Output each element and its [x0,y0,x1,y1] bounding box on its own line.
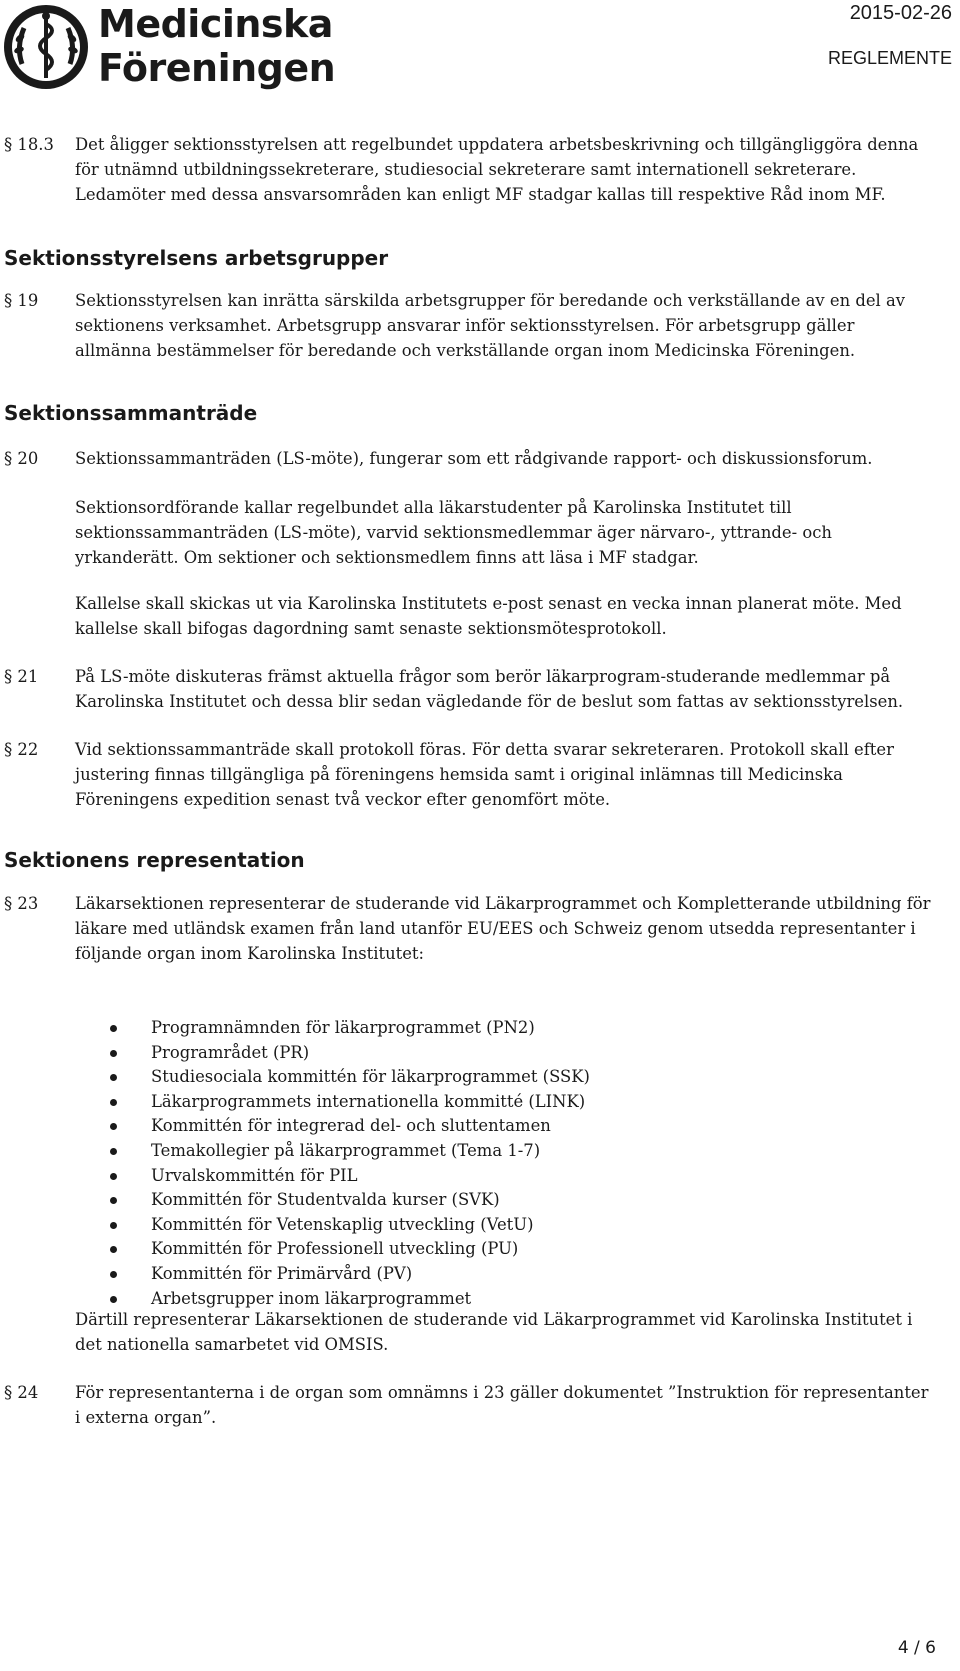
list-item [110,1065,590,1090]
heading-representation: Sektionens representation [4,848,305,872]
document-date: 2015-02-26 [849,2,952,24]
list-item-text: Programnämnden för läkarprogrammet (PN2) [151,1018,535,1037]
section-number-23: § 23 [4,894,39,913]
list-item-text: Programrådet (PR) [151,1042,310,1062]
medicinska-foreningen-logo [0,0,336,95]
representation-organ-list [110,1016,590,1311]
list-item-text: Urvalskommittén för PIL [151,1165,358,1185]
list-item-text: Kommittén för integrerad del- och sluttentamen [151,1116,551,1136]
logo-wordmark [98,2,335,90]
bullet-icon [110,1173,117,1180]
list-item [110,1090,590,1115]
list-item-text: Studiesociala kommittén för läkarprogrammet (SSK) [151,1067,590,1087]
list-item-text: Kommittén för Studentvalda kurser (SVK) [151,1190,500,1210]
section-number-18-3: § 18.3 [4,135,54,154]
list-item [110,1164,590,1189]
paragraph-19: Sektionsstyrelsen kan inrätta särskilda arbetsgrupper för beredande och verkställande av en del av sektionens verksamhet. Arbetsgrupp ansvarar inför sektionsstyrelsen. För arbetsgrupp gäller allmänna bestämmelser för beredande och verkställande organ inom Medicinska Föreningen. [75,291,906,360]
bullet-icon [110,1099,117,1106]
list-item-text: Kommittén för Professionell utveckling (PU) [151,1239,519,1259]
section-number-24: § 24 [4,1383,39,1402]
caduceus-laurel-icon [2,2,90,92]
paragraph-22: Vid sektionssammanträde skall protokoll föras. För detta svarar sekreteraren. Protokoll skall efter justering finnas tillgängliga på föreningens hemsida samt i original inlämnas till Medicinska Föreningens expedition senast två veckor efter genomfört möte. [75,740,894,809]
bullet-icon [110,1222,117,1229]
list-item [110,1139,590,1164]
logo-line-1: Medicinska [98,2,333,46]
list-item [110,1188,590,1213]
paragraph-18-3: Det åligger sektionsstyrelsen att regelbundet uppdatera arbetsbeskrivning och tillgängliggöra denna för utnämnd utbildningssekreterare, studiesocial sekreterare samt internationell sekreterare. Ledamöter med dessa ansvarsområden kan enligt MF stadgar kallas till respektive Råd inom MF. [75,135,919,204]
section-number-22: § 22 [4,740,39,759]
bullet-icon [110,1296,117,1303]
logo-line-2: Föreningen [98,46,336,90]
list-item-text: Arbetsgrupper inom läkarprogrammet [151,1288,472,1308]
list-item [110,1262,590,1287]
list-item-text: Temakollegier på läkarprogrammet (Tema 1-7) [151,1140,541,1160]
section-number-20: § 20 [4,449,39,468]
list-item [110,1213,590,1238]
list-item [110,1016,590,1041]
page-number: 4 / 6 [897,1638,936,1658]
list-item [110,1237,590,1262]
bullet-icon [110,1050,117,1057]
paragraph-21: På LS-möte diskuteras främst aktuella frågor som berör läkarprogram-studerande medlemmar på Karolinska Institutet och dessa blir sedan vägledande för de beslut som fattas av sektionsstyrelsen. [75,667,904,711]
list-item-text: Läkarprogrammets internationella kommitté (LINK) [151,1091,586,1111]
section-number-19: § 19 [4,291,39,310]
paragraph-24: För representanterna i de organ som omnämns i 23 gäller dokumentet ”Instruktion för representanter i externa organ”. [75,1383,929,1427]
heading-sammantrade: Sektionssammanträde [4,401,258,425]
paragraph-20-c: Kallelse skall skickas ut via Karolinska Institutets e-post senast en vecka innan planerat möte. Med kallelse skall bifogas dagordning samt senaste sektionsmötesprotokoll. [75,594,902,638]
bullet-icon [110,1148,117,1155]
bullet-icon [110,1074,117,1081]
paragraph-23-after: Därtill representerar Läkarsektionen de studerande vid Läkarprogrammet vid Karolinska Institutet i det nationella samarbetet vid OMSIS. [75,1310,913,1354]
document-type: REGLEMENTE [827,48,952,68]
list-item-text: Kommittén för Primärvård (PV) [151,1263,413,1283]
section-number-21: § 21 [4,667,39,686]
list-item [110,1041,590,1066]
bullet-icon [110,1197,117,1204]
bullet-icon [110,1025,117,1032]
paragraph-20-b: Sektionsordförande kallar regelbundet alla läkarstudenter på Karolinska Institutet till sektionssammanträden (LS-möte), varvid sektionsmedlemmar äger närvaro-, yttrande- och yrkanderätt. Om sektioner och sektionsmedlem finns att läsa i MF stadgar. [75,498,832,567]
bullet-icon [110,1246,117,1253]
bullet-icon [110,1271,117,1278]
paragraph-20-a: Sektionssammanträden (LS-möte), fungerar som ett rådgivande rapport- och diskussionsforum. [75,449,873,468]
heading-arbetsgrupper: Sektionsstyrelsens arbetsgrupper [4,246,389,270]
paragraph-23: Läkarsektionen representerar de studerande vid Läkarprogrammet och Kompletterande utbildning för läkare med utländsk examen från land utanför EU/EES och Schweiz genom utsedda representanter i följande organ inom Karolinska Institutet: [75,894,931,963]
list-item [110,1114,590,1139]
list-item-text: Kommittén för Vetenskaplig utveckling (VetU) [151,1214,534,1234]
bullet-icon [110,1123,117,1130]
